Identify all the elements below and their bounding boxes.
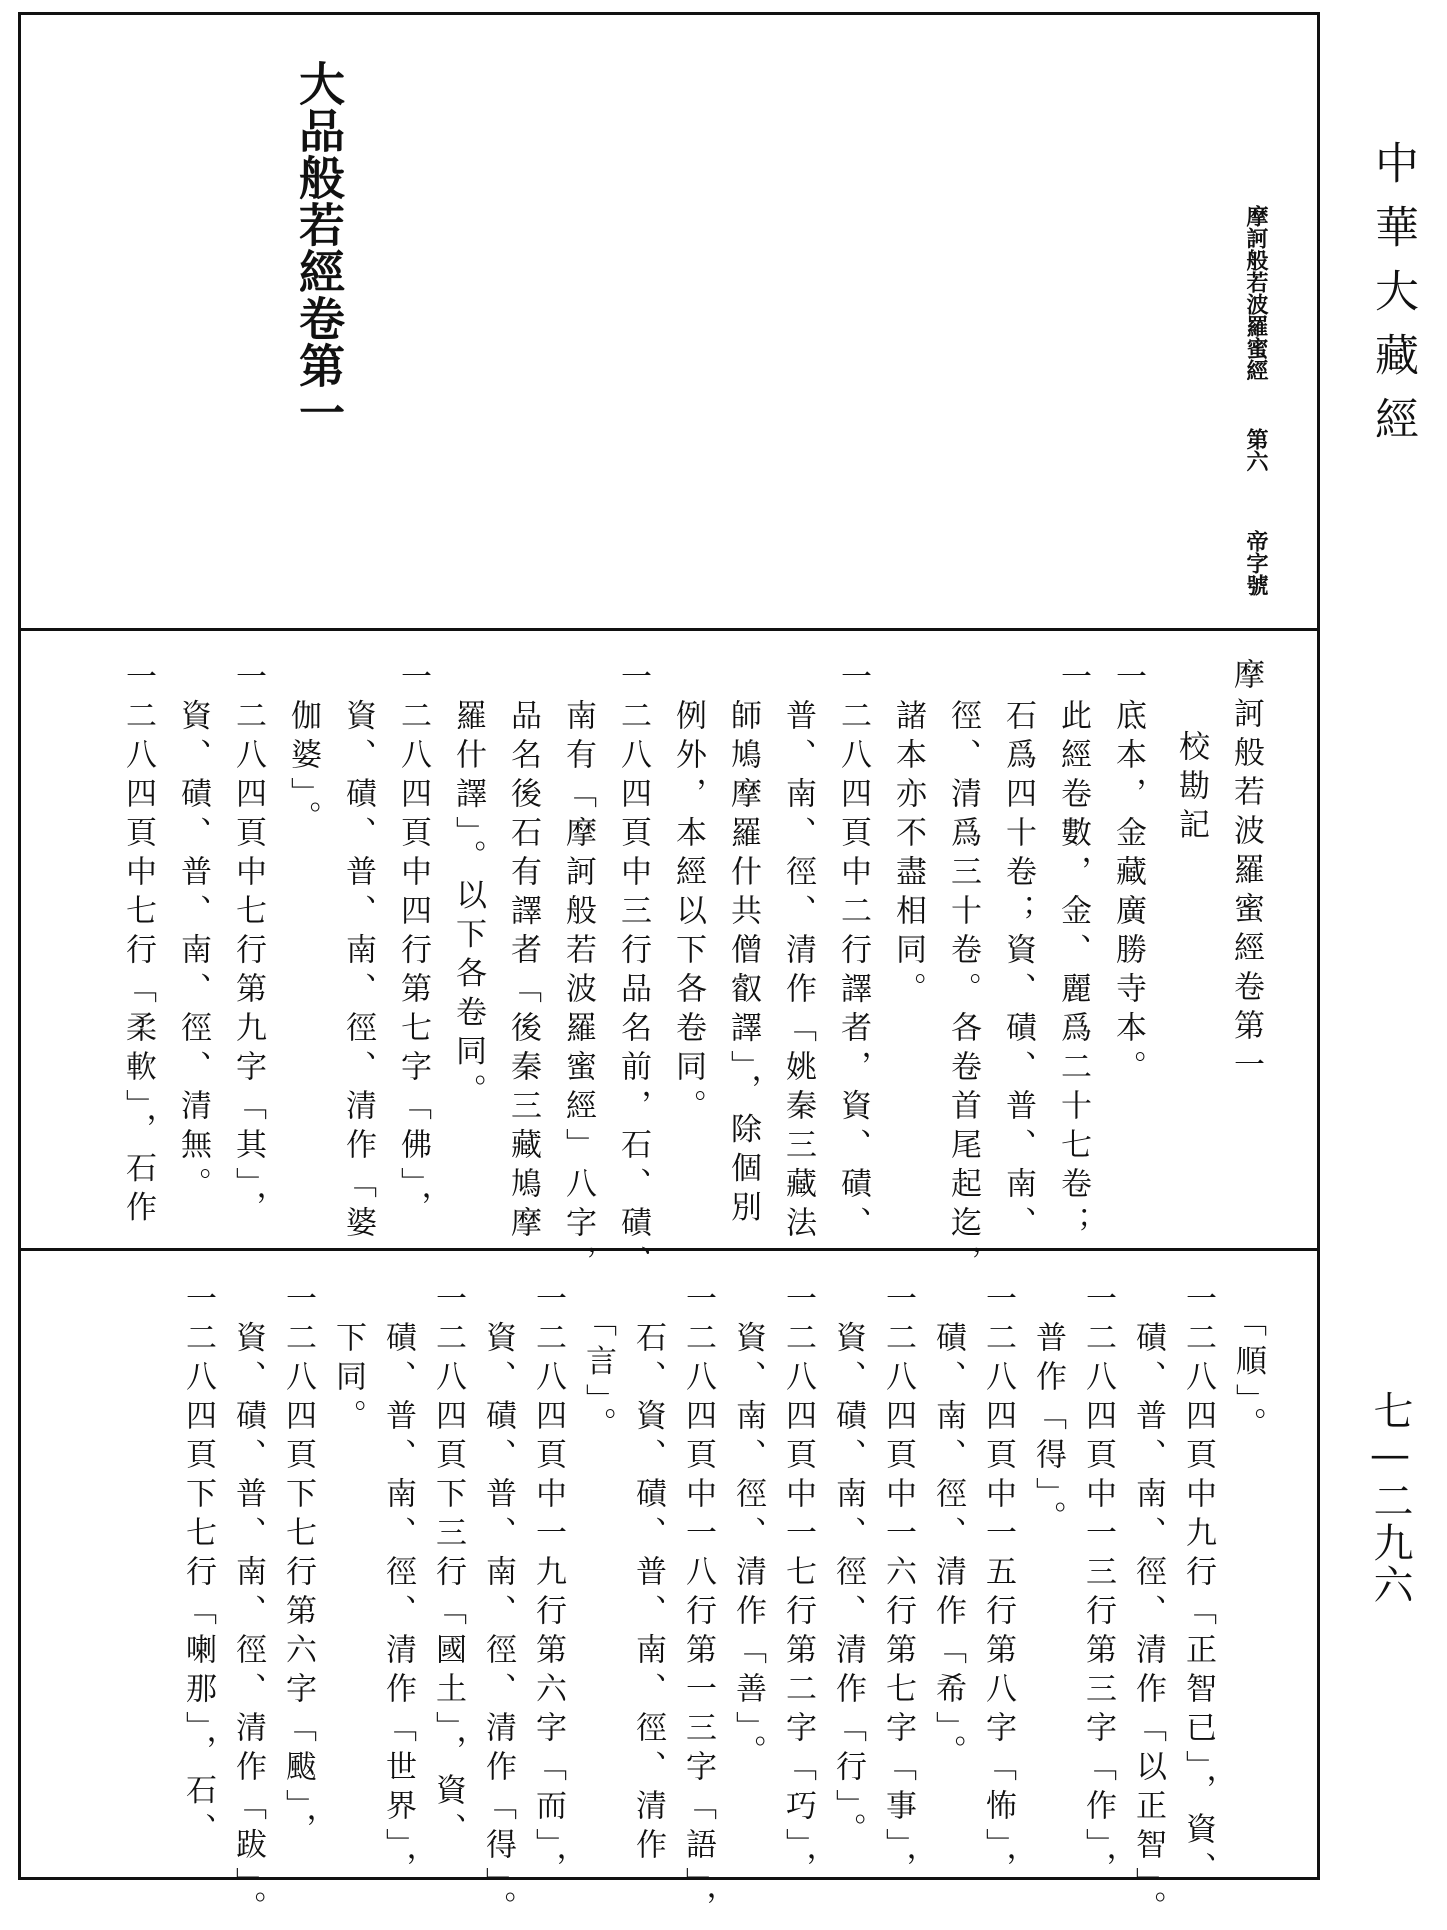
series-title: 中華大藏經 — [1367, 140, 1418, 460]
collation-line: 一二八四頁下三行「國土」，資、 — [430, 1282, 466, 1852]
panel-divider-bottom — [18, 1248, 1320, 1251]
collation-line: 普、南、徑、清作「姚秦三藏法 — [780, 660, 816, 1245]
collation-line: 南有「摩訶般若波羅蜜經」八字， — [560, 660, 596, 1284]
sutra-note: 摩訶般若波羅蜜經 — [1243, 205, 1269, 381]
collation-line: 一二八四頁中七行「柔軟」，石作 — [120, 660, 156, 1230]
collation-line: 例外，本經以下各卷同。 — [670, 660, 706, 1128]
collation-line: 下同。 — [330, 1282, 366, 1438]
collation-line: 「順」。 — [1230, 1282, 1266, 1446]
collation-line: 一二八四頁中一七行第二字「巧」， — [780, 1282, 816, 1891]
collation-line: 磧、南、徑、清作「希」。 — [930, 1282, 966, 1774]
collation-line: 師鳩摩羅什共僧叡譯」，除個別 — [725, 660, 761, 1230]
collation-line: 資、南、徑、清作「善」。 — [730, 1282, 766, 1774]
collation-line: 一二八四頁下七行「喇那」，石、 — [180, 1282, 216, 1852]
page-number: 七—二九六 — [1367, 1390, 1413, 1606]
collation-line: 一二八四頁中一八行第一三字「語」， — [680, 1282, 716, 1930]
collation-line: 「言」。 — [580, 1282, 616, 1446]
collation-line: 資、磧、普、南、徑、清作「得」。 — [480, 1282, 516, 1930]
sutra-char-seq: 帝字號 — [1243, 530, 1269, 596]
collation-line: 一二八四頁中一五行第八字「怖」， — [980, 1282, 1016, 1891]
collation-line: 一二八四頁中二行譯者，資、磧、 — [835, 660, 871, 1245]
collation-line: 一二八四頁中九行「正智已」，資、 — [1180, 1282, 1216, 1891]
collation-line: 一二八四頁中一六行第七字「事」， — [880, 1282, 916, 1891]
collation-line: 石爲四十卷；資、磧、普、南、 — [1000, 660, 1036, 1245]
collation-line: 資、磧、普、南、徑、清無。 — [175, 660, 211, 1206]
collation-line: 諸本亦不盡相同。 — [890, 660, 926, 1011]
collation-line: 一二八四頁中四行第七字「佛」， — [395, 660, 431, 1230]
collation-line: 一二八四頁中一九行第六字「而」， — [530, 1282, 566, 1891]
collation-title: 摩訶般若波羅蜜經卷第一 — [1228, 658, 1264, 1087]
collation-line: 一二八四頁中七行第九字「其」， — [230, 660, 266, 1230]
collation-line: 資、磧、普、南、徑、清作「婆 — [340, 660, 376, 1245]
collation-line: 徑、清爲三十卷。各卷首尾起迄， — [945, 660, 981, 1284]
panel-divider-top — [18, 628, 1320, 631]
collation-line: 羅什譯」。以下各卷同。 — [450, 660, 486, 1113]
sutra-title: 大品般若經卷第一 — [292, 60, 346, 436]
collation-line: 資、磧、南、徑、清作「行」。 — [830, 1282, 866, 1852]
collation-line: 磧、普、南、徑、清作「以正智」。 — [1130, 1282, 1166, 1930]
collation-line: 磧、普、南、徑、清作「世界」， — [380, 1282, 416, 1891]
collation-line: 一二八四頁中三行品名前，石、磧、 — [615, 660, 651, 1284]
collation-line: 品名後石有譯者「後秦三藏鳩摩 — [505, 660, 541, 1245]
collation-subtitle: 校勘記 — [1173, 730, 1209, 847]
collation-line: 伽婆」。 — [285, 660, 321, 840]
collation-line: 一二八四頁中一三行第三字「作」， — [1080, 1282, 1116, 1891]
collation-line: 石、資、磧、普、南、徑、清作 — [630, 1282, 666, 1867]
collation-line: 一二八四頁下七行第六字「颰」， — [280, 1282, 316, 1852]
sutra-volume: 第六 — [1243, 428, 1269, 472]
collation-line: 一此經卷數，金、麗爲二十七卷； — [1055, 660, 1091, 1245]
collation-line: 資、磧、普、南、徑、清作「跋」。 — [230, 1282, 266, 1930]
collation-line: 一底本，金藏廣勝寺本。 — [1110, 660, 1146, 1089]
collation-line: 普作「得」。 — [1030, 1282, 1066, 1540]
